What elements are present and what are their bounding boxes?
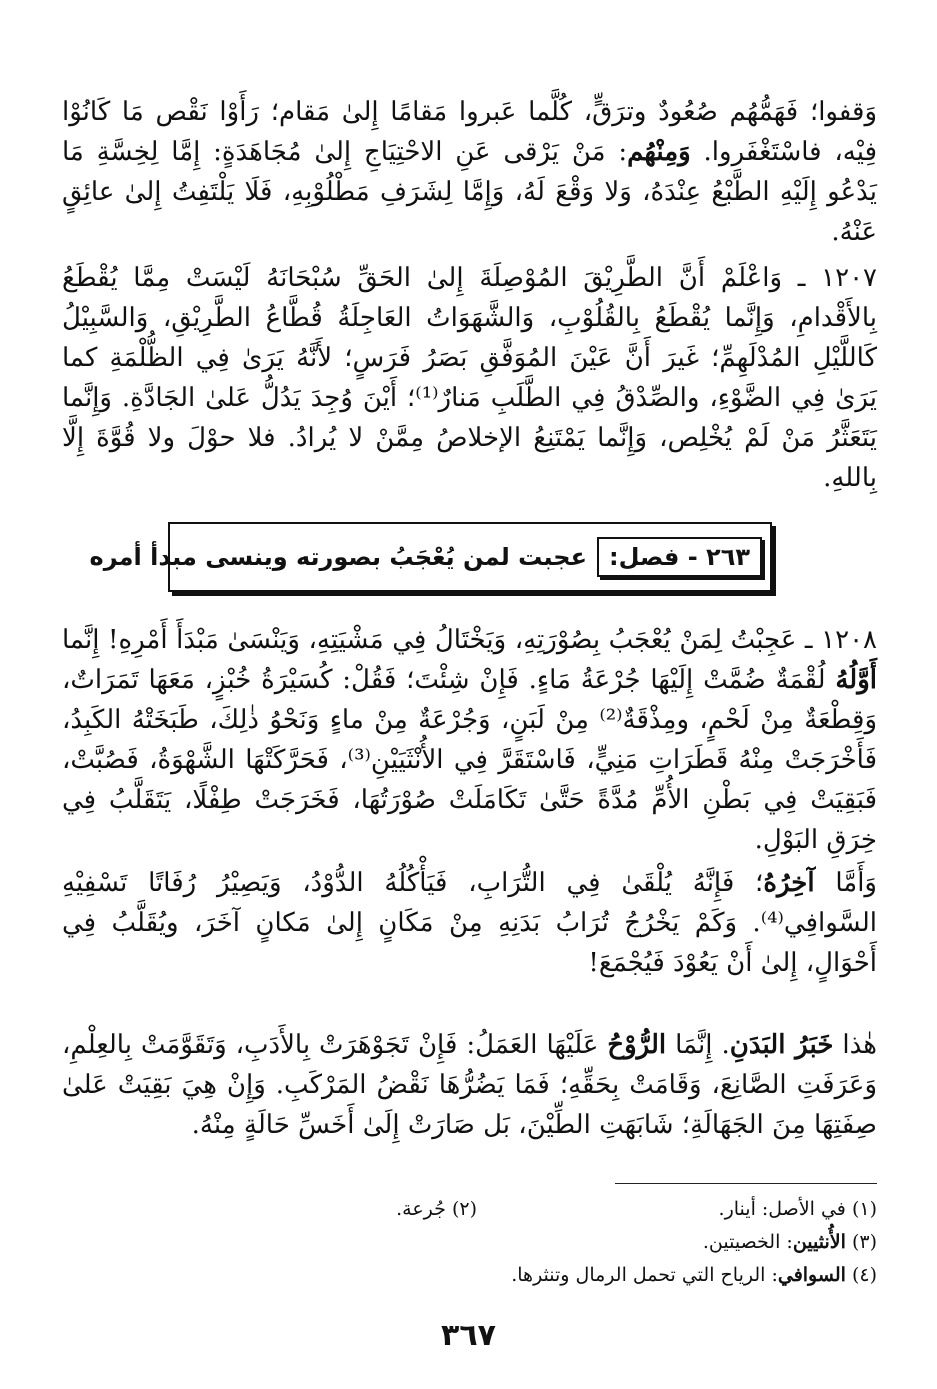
footnote-4 (511, 1262, 877, 1288)
paragraph-5-bold-term-1: خَبَرُ البَدَنِ (729, 1030, 834, 1060)
footnote-1 (719, 1196, 877, 1222)
footnote-4-marker: (٤) (851, 1264, 877, 1286)
paragraph-5-bold-term-2: الرُّوْحُ (607, 1030, 667, 1060)
paragraph-1207: ١٢٠٧ ـ وَاعْلَمْ أَنَّ الطَّرِيْقَ المُوْصِلَةَ إِلىٰ الحَقِّ سُبْحَانَهُ لَيْسَتْ مِمَّا يُقْطَعُ بِالأَقْدامِ، وَإِنَّما يُقْطَعُ بِالقُلُوْبِ، وَالشَّهَوَاتُ العَاجِلَةُ قُطَّاعُ الطَّرِيْقِ، وَالسَّبِيْلُ كَاللَّيْلِ المُدْلَهِمِّ؛ غَيرَ أَنَّ عَيْنَ المُوَفَّقِ بَصَرُ فَرَسٍ؛ لأَنَّهُ يَرَىٰ فِي الظُّلْمَةِ كما يَرَىٰ فِي الضَّوْءِ، والصِّدْقُ فِي الطَّلَبِ مَنارٌ⁽¹⁾؛ أَيْنَ وُجِدَ يَدُلُّ عَلىٰ الجَادَّةِ. وَإِنَّما يَتَعَثَّرُ مَنْ لَمْ يُخْلِص، وَإِنَّما يَمْتَنِعُ الإخلاصُ مِمَّنْ لا يُرادُ. فلا حوْلَ ولا قُوَّةَ إِلَّا بِاللهِ. (62, 263, 877, 493)
paragraph-4 (62, 863, 877, 983)
paragraph-5 (62, 1025, 877, 1145)
footnote-3-text: : الخصيتين. (702, 1231, 793, 1253)
footnote-2-text: جُرعة. (396, 1198, 446, 1220)
footnote-4-text: : الرياح التي تحمل الرمال وتنثرها. (511, 1264, 778, 1286)
paragraph-1208-text-b: لُقْمَةٌ ضُمَّتْ إِلَيْهَا جُرْعَةُ مَاءٍ. فَإِنْ شِئْتَ؛ فَقُلْ: كُسَيْرَةُ خُبْزٍ، مَعَهَا تَمَرَاتٌ، وَقِطْعَةٌ مِنْ لَحْمٍ، ومِذْقَةٌ⁽²⁾ مِنْ لَبَنٍ، وَجُرْعَةٌ مِنْ ماءٍ وَنَحْوُ ذٰلِكَ، طَبَخَتْهُ الكَبِدُ، فَأَخْرَجَتْ مِنْهُ قَطَرَاتِ مَنِيٍّ، فَاسْتَقَرَّ فِي الأُنْثَيَيْنِ⁽³⁾، فَحَرَّكَتْهَا الشَّهْوَةُ، فَصُبَّتْ، فَبَقِيَتْ فِي بَطْنِ الأُمِّ مُدَّةً حَتَّىٰ تَكَامَلَتْ صُوْرَتُهَا، فَخَرَجَتْ طِفْلًا، يَتَقَلَّبُ فِي خِرَقِ البَوْلِ. (62, 665, 877, 855)
section-title: عجبت لمن يُعْجَبُ بصورته وينسى مبدأ أمره (89, 543, 587, 571)
paragraph-5-text-a: هٰذا (833, 1030, 877, 1060)
paragraph-4-text-b: ؛ فَإِنَّهُ يُلْقَىٰ فِي التُّرَابِ، فَيَأْكُلُهُ الدُّوْدُ، وَيَصِيْرُ رُفَاتًا تَسْفِيْهِ السَّوافِي⁽⁴⁾. وَكَمْ يَخْرُجُ تُرَابُ بَدَنِهِ مِنْ مَكَانٍ إِلىٰ مَكانٍ آخَرَ، ويُقَلَّبُ فِي أَحْوَالٍ، إِلىٰ أَنْ يَعُوْدَ فَيُجْمَعَ! (62, 868, 877, 978)
section-heading (89, 532, 762, 582)
footnote-3-term: الأُنثيين (792, 1231, 846, 1253)
paragraph-4-text-a: وَأَمَّا (814, 868, 877, 898)
page-number: ٣٦٧ (441, 1318, 496, 1353)
paragraph-1-text-a: وَقفوا؛ فَهَمُّهُم صُعُودٌ وترَقٍّ، كُلَّما عَبروا مَقامًا إِلىٰ مَقام؛ رَأَوْا نَقْص مَا كَانُوْا فِيْه، فاسْتَغْفَروا. (62, 97, 877, 167)
footnote-2 (396, 1196, 477, 1222)
paragraph-1-bold-term: وَمِنْهُم (627, 137, 691, 167)
paragraph-4-bold-term: آخِرُهُ (763, 868, 815, 898)
footnote-4-term: السوافي (777, 1264, 846, 1286)
paragraph-5-text-b: . إِنَّمَا (666, 1030, 730, 1060)
paragraph-1208-text-a: ١٢٠٨ ـ عَجِبْتُ لِمَنْ يُعْجَبُ بِصُوْرَتِهِ، وَيَخْتَالُ فِي مَشْيَتِهِ، وَيَنْسَىٰ مَبْدَأَ أَمْرِهِ! إِنَّما (62, 625, 877, 655)
footnote-1-marker: (١) (851, 1198, 877, 1220)
footnote-3 (703, 1229, 877, 1255)
footnote-3-marker: (٣) (851, 1231, 877, 1253)
paragraph-1208 (62, 620, 877, 860)
footnote-2-marker: (٢) (451, 1198, 477, 1220)
footnote-separator (615, 1183, 877, 1184)
paragraph-1 (62, 92, 877, 252)
section-heading-box (89, 522, 772, 592)
footnote-1-text: في الأصل: أينار. (718, 1198, 846, 1220)
paragraph-1208-bold-term: أَوَّلُهُ (835, 665, 877, 695)
paragraph-5-text-c: عَلَيْهَا العَمَلُ: فَإِنْ تَجَوْهَرَتْ بِالأَدَبِ، وَتَقَوَّمَتْ بِالعِلْمِ، وَعَرَفَتِ الصَّانِعَ، وَقَامَتْ بِحَقِّهِ؛ فَمَا يَضُرُّهَا نَقْضُ المَرْكَبِ. وَإِنْ هِيَ بَقِيَتْ عَلىٰ صِفَتِهَا مِنَ الجَهَالَةِ؛ شَابَهَتِ الطِّيْنَ، بَل صَارَتْ إِلَىٰ أَخَسِّ حَالَةٍ مِنْهُ. (62, 1030, 877, 1140)
section-number: ٢٦٣ - فصل: (597, 537, 762, 577)
paragraph-1-text-b: : مَنْ يَرْقى عَنِ الاحْتِيَاجِ إِلىٰ مُجَاهَدَةٍ: إِمَّا لِخِسَّةِ مَا يَدْعُو إِلَيْهِ الطَّبْعُ عِنْدَهُ، وَلا وَقْعَ لَهُ، وَإِمَّا لِشَرَفِ مَطْلُوْبِهِ، فَلَا يَلْتَفِتُ إِلىٰ عائِقٍ عَنْهُ. (62, 137, 877, 247)
